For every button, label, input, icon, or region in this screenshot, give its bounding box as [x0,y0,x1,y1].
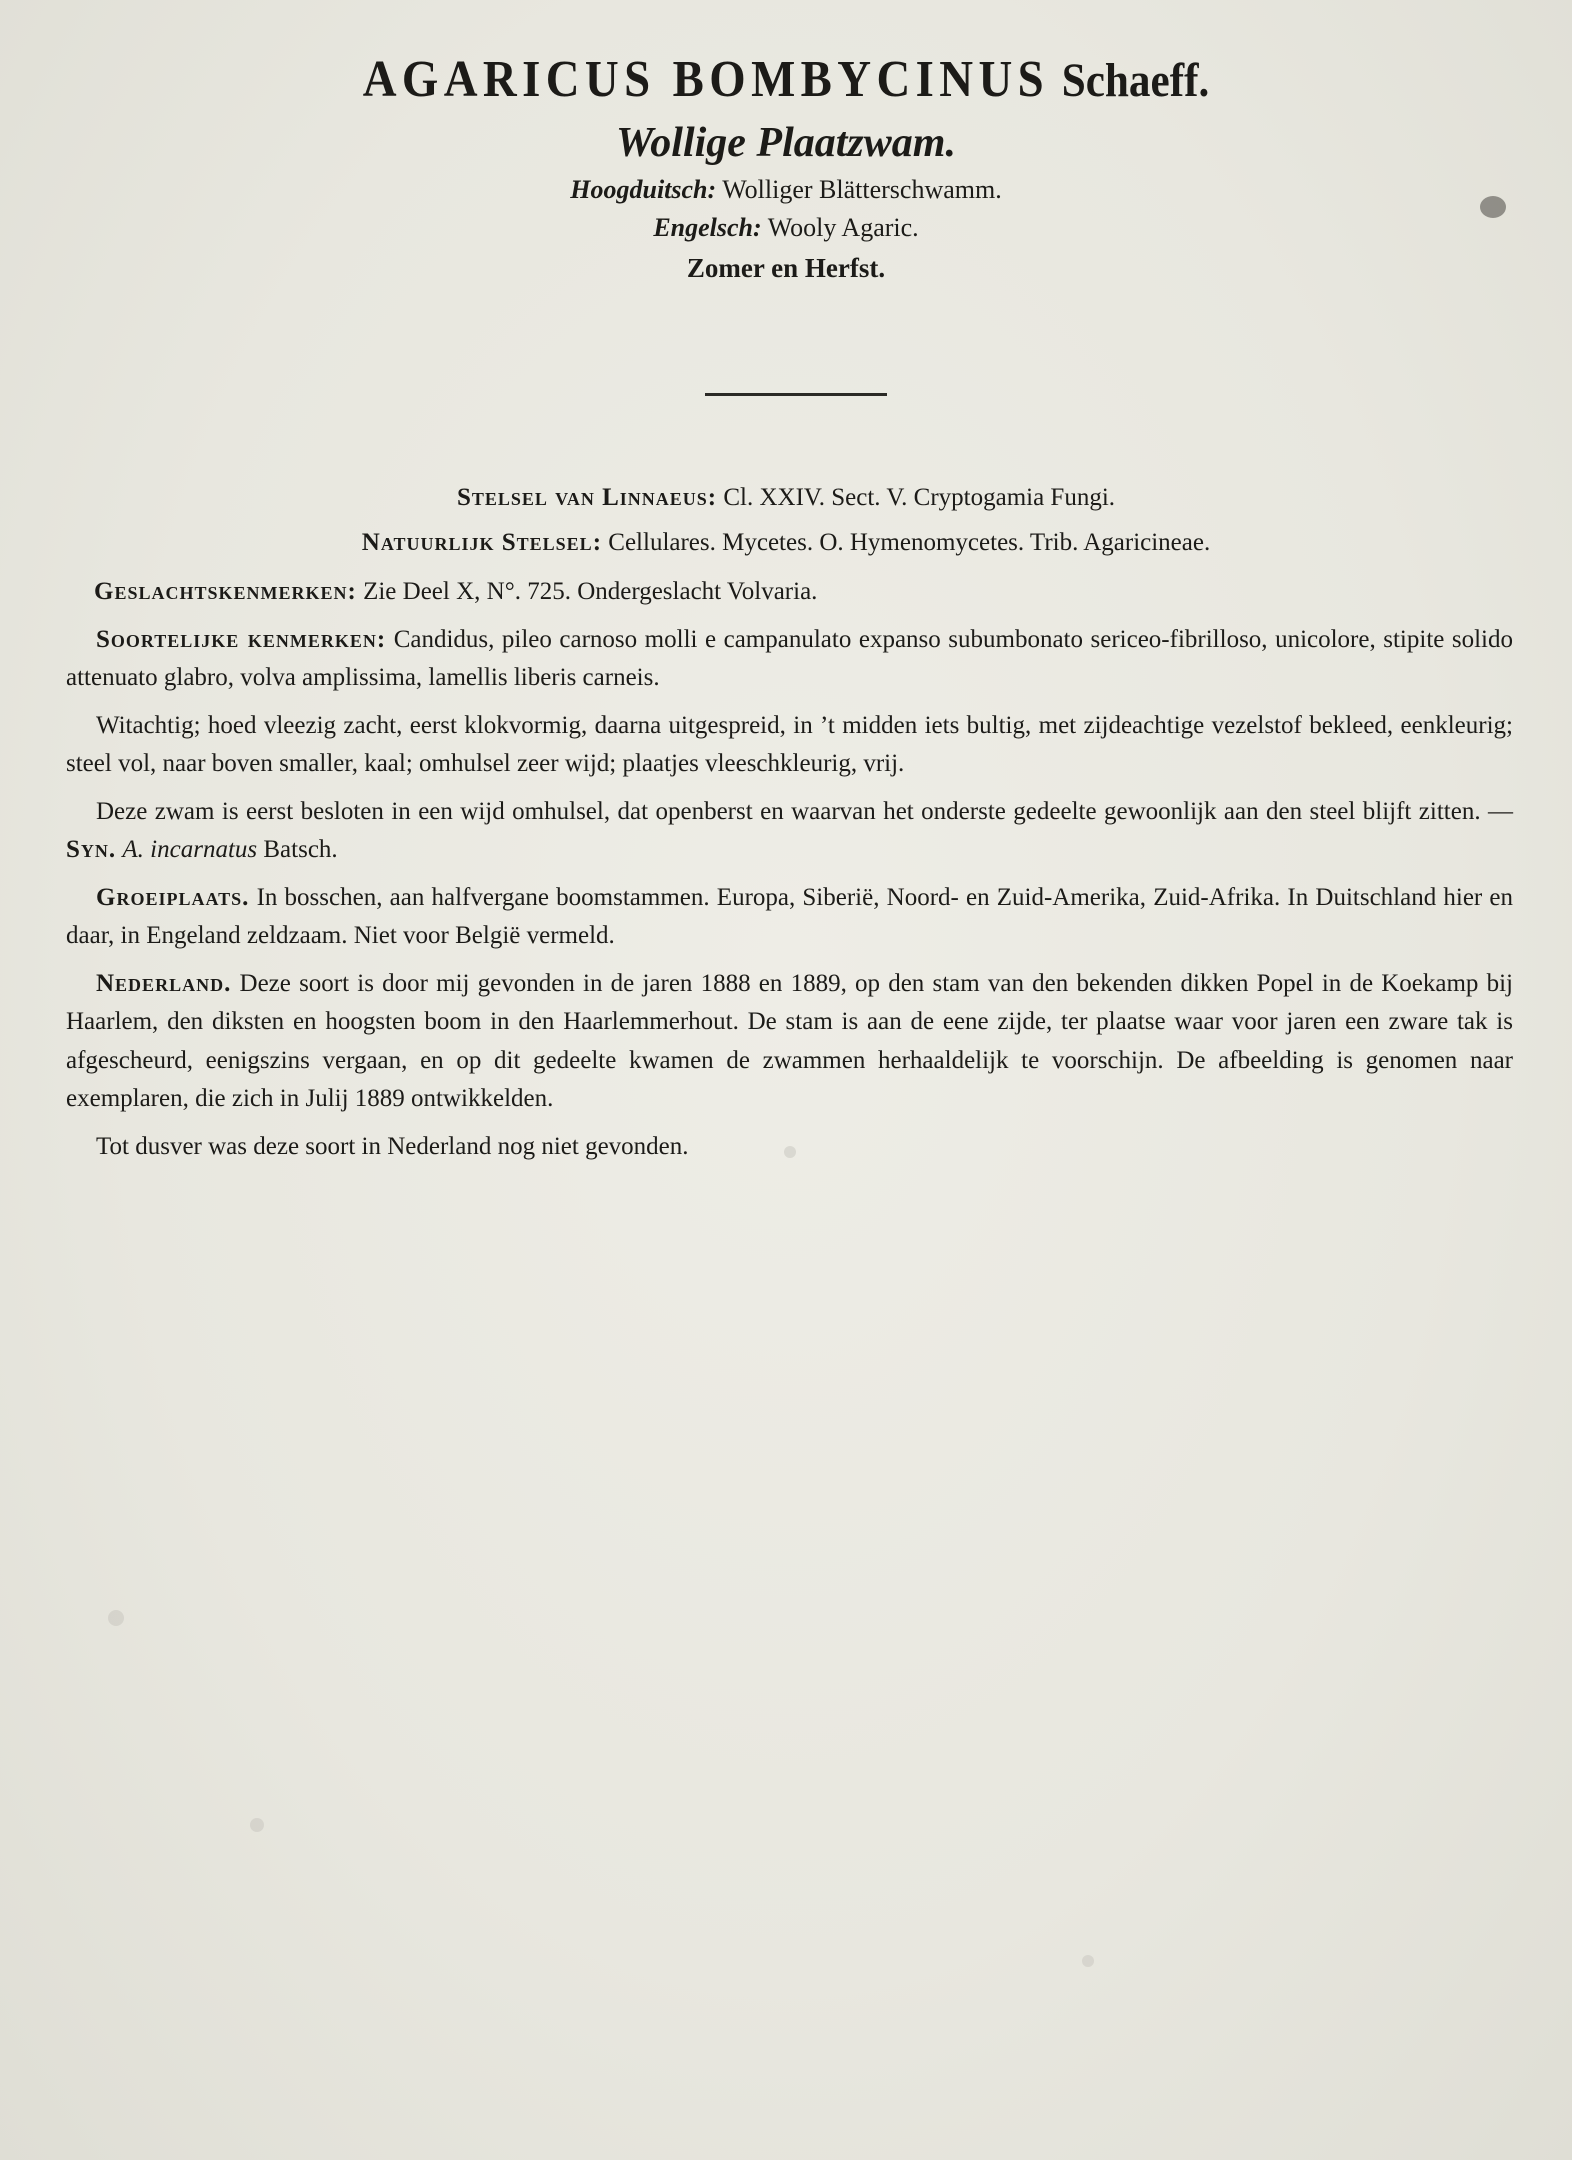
description-paragraph: Witachtig; hoed vleezig zacht, eerst klokvormig, daarna uitgespreid, in ’t midden iets bultig, met zijdeachtige vezelstof bekleed, eenkleurig; steel vol, naar boven smaller, kaal; omhulsel zeer wijd; plaatjes vleeschkleurig, vrij. [66,711,1513,777]
divider-rule [705,393,887,396]
netherlands-text: Deze soort is door mij gevonden in de jaren 1888 en 1889, op den stam van den bekenden dikken Popel in de Koekamp bij Haarlem, den diksten en hoogsten boom in den Haarlemmerhout. De stam is aan de eene zijde, ter plaatse waar voor jaren een zware tak is afgescheurd, eenigszins vergaan, en op dit gedeelte kwamen de zwammen herhaaldelijk te voorschijn. De afbeelding is genomen naar exemplaren, die zich in Julij 1889 ontwikkelden. [66,969,1514,1112]
title-species-name: AGARICUS BOMBYCINUS [362,51,1050,108]
title-author: Schaeff. [1061,54,1210,107]
german-name-line [0,171,1572,209]
netherlands-paragraph [66,965,1513,1119]
habitat-text: In bosschen, aan halfvergane boomstammen. Europa, Siberië, Noord- en Zuid-Amerika, Zuid-Afrika. In Duitschland hier en daar, in Engeland zeldzaam. Niet voor België vermeld. [66,883,1513,949]
genus-paragraph [66,573,1513,612]
species-label: Soortelijke kenmerken: [96,625,387,653]
season: Zomer en Herfst. [686,253,886,283]
foxing-spot [1082,1955,1094,1967]
genus-text: Zie Deel X, N°. 725. Ondergeslacht Volvaria. [363,578,818,605]
synonym-name: A. incarnatus [122,836,258,863]
description-body [66,573,1513,1175]
habitat-label: Groeiplaats. [96,883,250,911]
habitat-paragraph [66,879,1513,956]
natural-system-line [0,529,1572,557]
english-name-line [0,209,1572,247]
german-name: Wolliger Blätterschwamm. [722,175,1002,204]
synonym-label: Syn. [66,836,117,863]
netherlands-label: Nederland. [96,969,232,997]
genus-label: Geslachtskenmerken: [94,578,357,605]
species-text: Candidus, pileo carnoso molli e campanulato expanso subumbonato sericeo-fibrilloso, unicolore, stipite solido attenuato glabro, volva amplissima, lamellis liberis carneis. [66,625,1513,691]
english-name: Wooly Agaric. [767,213,919,242]
species-paragraph [66,621,1513,698]
linnaeus-text: Cl. XXIV. Sect. V. Cryptogamia Fungi. [723,484,1116,511]
foxing-spot [108,1610,124,1626]
header [0,50,1572,289]
closing-paragraph: Tot dusver was deze soort in Nederland nog niet gevonden. [96,1132,689,1160]
linnaeus-line [0,484,1572,512]
foxing-spot [250,1818,264,1832]
volva-paragraph [66,793,1513,870]
volva-text: Deze zwam is eerst besloten in een wijd omhulsel, dat openberst en waarvan het onderste gedeelte gewoonlijk aan den steel blijft zitten. — [96,797,1513,825]
english-label: Engelsch: [653,213,762,242]
dutch-common-name: Wollige Plaatzwam. [616,120,956,166]
natural-system-label: Natuurlijk Stelsel: [361,529,603,556]
synonym-author: Batsch. [263,836,338,863]
natural-system-text: Cellulares. Mycetes. O. Hymenomycetes. Trib. Agaricineae. [608,529,1211,556]
page-title [79,50,1494,111]
german-label: Hoogduitsch: [570,175,717,204]
linnaeus-label: Stelsel van Linnaeus: [456,484,718,511]
